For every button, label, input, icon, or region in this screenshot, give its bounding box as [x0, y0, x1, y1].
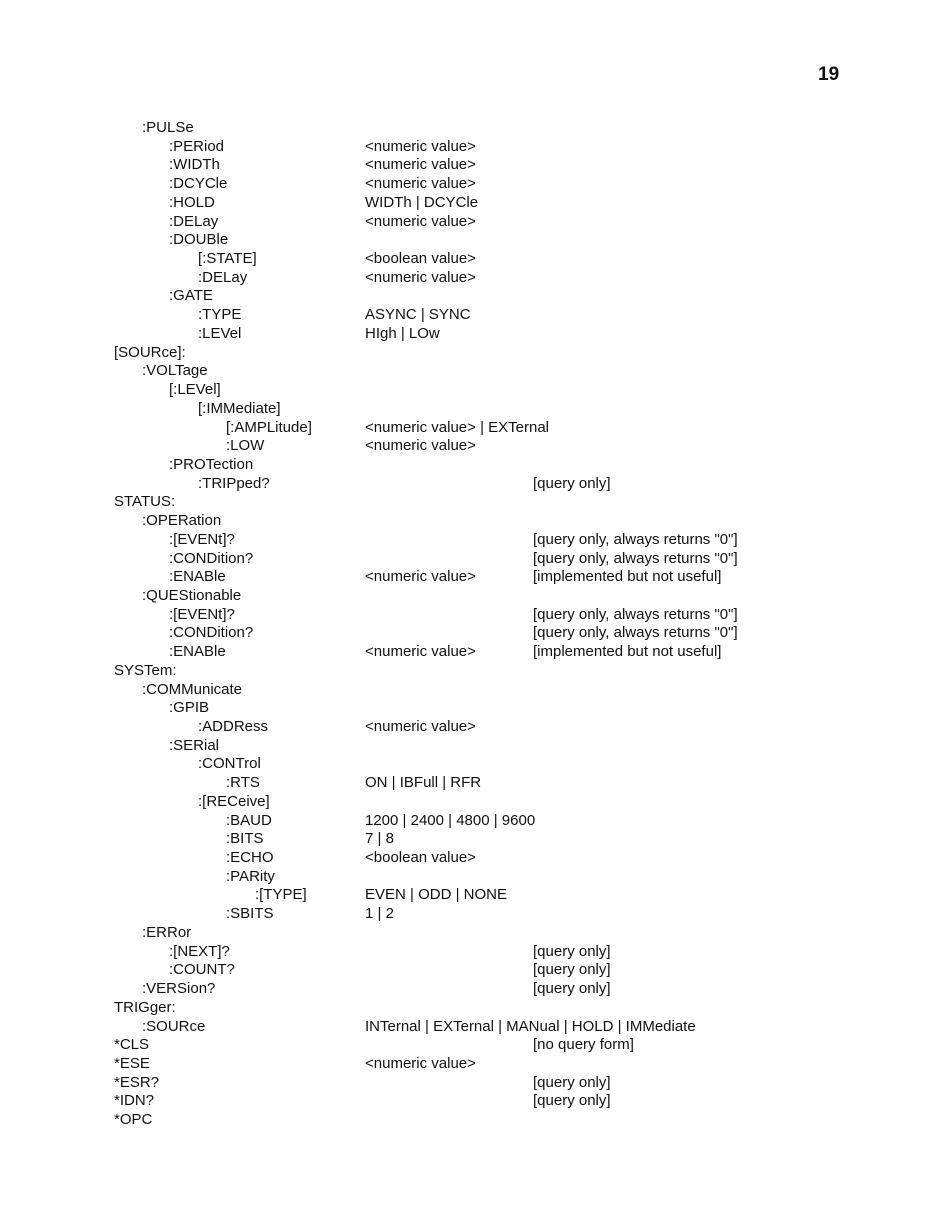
command-row — [0, 231, 950, 250]
command-row — [0, 1092, 950, 1111]
command-name: :HOLD — [169, 193, 215, 211]
command-row — [0, 1036, 950, 1055]
command-row — [0, 718, 950, 737]
command-row — [0, 737, 950, 756]
command-note: [no query form] — [533, 1036, 634, 1054]
command-row — [0, 606, 950, 625]
command-name: :[EVENt]? — [169, 530, 235, 548]
command-row — [0, 194, 950, 213]
command-name: :PULSe — [142, 119, 194, 136]
command-row — [0, 269, 950, 288]
command-row — [0, 587, 950, 606]
command-name: STATUS: — [114, 493, 176, 511]
command-name: [:LEVel] — [169, 381, 221, 399]
command-note: [query only] — [533, 942, 611, 960]
command-row — [0, 437, 950, 456]
command-row — [0, 643, 950, 662]
command-row — [0, 1111, 950, 1130]
command-name: :LOW — [226, 437, 265, 455]
command-note: [implemented but not useful] — [533, 568, 722, 586]
command-row — [0, 624, 950, 643]
command-parameter: 7 | 8 — [365, 830, 394, 848]
command-name: [:STATE] — [198, 250, 257, 268]
command-row — [0, 325, 950, 344]
command-note: [query only] — [533, 474, 611, 492]
command-name: :PARity — [226, 867, 275, 885]
command-row — [0, 512, 950, 531]
command-name: :CONTrol — [198, 755, 261, 773]
command-name: :ADDRess — [198, 718, 269, 735]
command-name: :LEVel — [198, 324, 242, 342]
command-parameter: HIgh | LOw — [365, 324, 440, 342]
command-name: [:IMMediate] — [198, 399, 281, 417]
command-name: :DOUBle — [169, 231, 229, 249]
command-row — [0, 550, 950, 569]
command-name: *ESR? — [114, 1073, 160, 1091]
command-note: [query only] — [533, 961, 611, 979]
command-name: :[NEXT]? — [169, 942, 230, 960]
command-row — [0, 943, 950, 962]
command-name: :GPIB — [169, 699, 210, 717]
command-row — [0, 250, 950, 269]
command-row — [0, 1055, 950, 1074]
command-row — [0, 119, 950, 138]
command-row — [0, 755, 950, 774]
command-row — [0, 156, 950, 175]
command-row — [0, 475, 950, 494]
command-name: :BAUD — [226, 811, 272, 829]
command-name: TRIGger: — [114, 998, 176, 1016]
command-row — [0, 531, 950, 550]
command-row — [0, 1074, 950, 1093]
command-row — [0, 1018, 950, 1037]
command-parameter: <boolean value> — [365, 250, 476, 268]
command-row — [0, 419, 950, 438]
command-parameter: INTernal | EXTernal | MANual | HOLD | IMMediate — [365, 1017, 696, 1035]
command-parameter: <numeric value> — [365, 568, 476, 586]
command-row — [0, 905, 950, 924]
command-row — [0, 362, 950, 381]
command-name: :SOURce — [142, 1017, 206, 1035]
command-name: :CONDition? — [169, 549, 254, 567]
command-row — [0, 344, 950, 363]
command-name: *ESE — [114, 1054, 150, 1072]
command-name: *IDN? — [114, 1092, 155, 1110]
command-name: :PROTection — [169, 455, 254, 473]
command-parameter: <numeric value> — [365, 1054, 476, 1072]
command-note: [query only] — [533, 980, 611, 998]
command-name: *OPC — [114, 1111, 153, 1129]
command-parameter: <numeric value> — [365, 156, 476, 174]
command-name: :ERRor — [142, 923, 192, 941]
command-note: [query only] — [533, 1092, 611, 1110]
command-parameter: <numeric value> — [365, 212, 476, 230]
command-row — [0, 662, 950, 681]
command-parameter: 1 | 2 — [365, 905, 394, 923]
command-parameter: 1200 | 2400 | 4800 | 9600 — [365, 811, 536, 829]
command-row — [0, 830, 950, 849]
command-name: :SBITS — [226, 905, 274, 923]
command-name: :[TYPE] — [255, 886, 307, 904]
command-name: :RTS — [226, 774, 260, 792]
command-row — [0, 961, 950, 980]
command-parameter: EVEN | ODD | NONE — [365, 886, 507, 904]
command-name: :TRIPped? — [198, 474, 270, 492]
command-row — [0, 400, 950, 419]
command-name: :COUNT? — [169, 961, 235, 979]
command-name: :[EVENt]? — [169, 605, 235, 623]
command-name: :CONDition? — [169, 624, 254, 642]
command-row — [0, 793, 950, 812]
page-number: 19 — [818, 64, 840, 85]
command-name: :ENABle — [169, 568, 226, 586]
command-name: :WIDTh — [169, 156, 220, 174]
command-name: :DCYCle — [169, 175, 228, 193]
command-parameter: <numeric value> — [365, 718, 476, 735]
command-row — [0, 456, 950, 475]
command-name: *CLS — [114, 1036, 150, 1054]
command-name: :GATE — [169, 287, 213, 305]
command-name: [:AMPLitude] — [226, 418, 312, 436]
command-table — [0, 119, 950, 1130]
command-row — [0, 306, 950, 325]
command-parameter: <numeric value> — [365, 137, 476, 155]
command-name: SYSTem: — [114, 661, 177, 679]
command-name: :[RECeive] — [198, 792, 270, 810]
command-note: [implemented but not useful] — [533, 643, 722, 661]
command-parameter: <numeric value> — [365, 175, 476, 193]
command-row — [0, 681, 950, 700]
command-row — [0, 812, 950, 831]
command-name: :VERSion? — [142, 980, 216, 998]
command-parameter: <numeric value> | EXTernal — [365, 418, 549, 436]
command-name: [SOURce]: — [114, 343, 186, 361]
command-parameter: <numeric value> — [365, 268, 476, 286]
command-row — [0, 213, 950, 232]
command-row — [0, 868, 950, 887]
command-name: :COMMunicate — [142, 680, 243, 698]
command-note: [query only] — [533, 1073, 611, 1091]
command-name: :TYPE — [198, 306, 242, 324]
command-row — [0, 980, 950, 999]
command-name: :DELay — [169, 212, 219, 230]
command-parameter: <numeric value> — [365, 437, 476, 455]
command-note: [query only, always returns "0"] — [533, 549, 738, 567]
command-note: [query only, always returns "0"] — [533, 624, 738, 642]
command-name: :BITS — [226, 830, 264, 848]
command-parameter: ASYNC | SYNC — [365, 306, 471, 324]
command-parameter: <numeric value> — [365, 643, 476, 661]
command-row — [0, 774, 950, 793]
command-name: :VOLTage — [142, 362, 208, 380]
command-parameter: <boolean value> — [365, 849, 476, 867]
command-name: :QUEStionable — [142, 586, 242, 604]
command-row — [0, 999, 950, 1018]
command-parameter: WIDTh | DCYCle — [365, 193, 479, 211]
command-name: :PERiod — [169, 137, 225, 155]
command-name: :ECHO — [226, 849, 274, 867]
command-note: [query only, always returns "0"] — [533, 605, 738, 623]
command-name: :SERial — [169, 736, 220, 754]
command-row — [0, 699, 950, 718]
command-row — [0, 886, 950, 905]
command-row — [0, 849, 950, 868]
command-row — [0, 568, 950, 587]
command-row — [0, 924, 950, 943]
command-row — [0, 381, 950, 400]
command-parameter: ON | IBFull | RFR — [365, 774, 482, 792]
command-row — [0, 287, 950, 306]
command-row — [0, 493, 950, 512]
command-name: :DELay — [198, 268, 248, 286]
command-note: [query only, always returns "0"] — [533, 530, 738, 548]
command-name: :ENABle — [169, 643, 226, 661]
command-row — [0, 175, 950, 194]
command-row — [0, 138, 950, 157]
command-name: :OPERation — [142, 512, 222, 530]
